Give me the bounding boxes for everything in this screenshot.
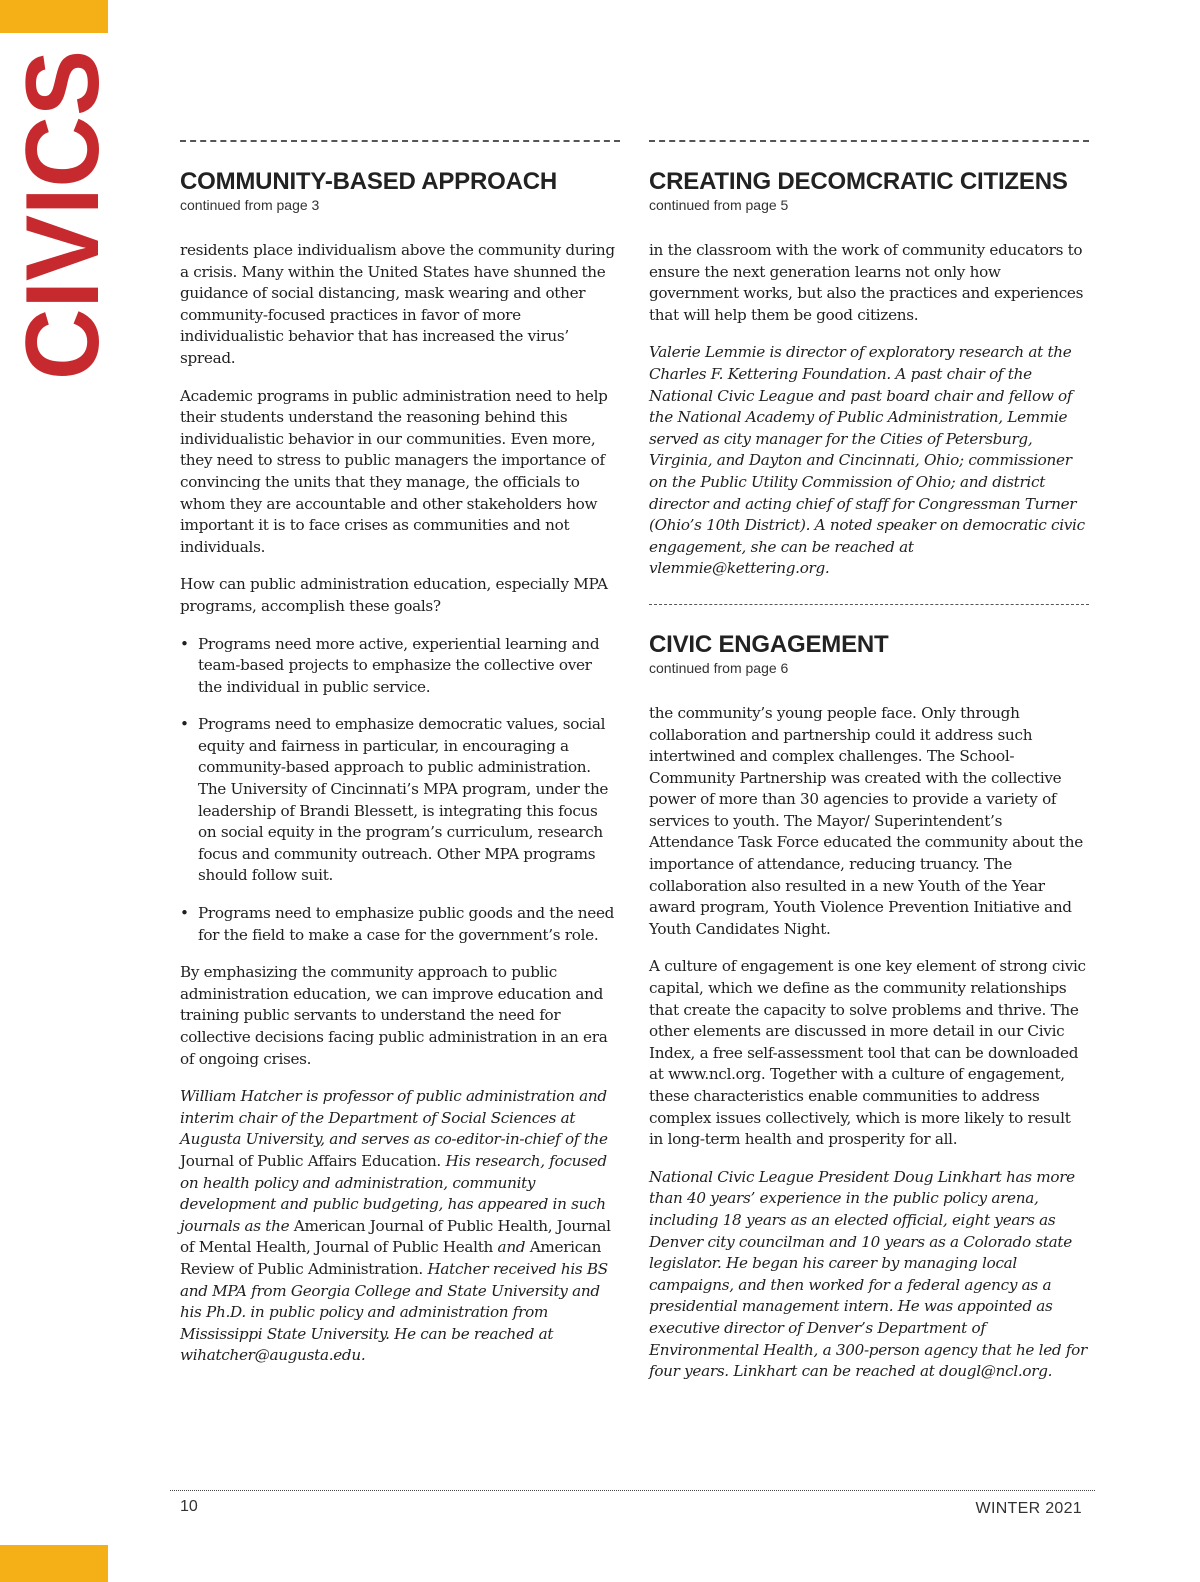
journal-title: American Review of Public Administration.	[180, 1238, 602, 1278]
bullet-icon: •	[180, 634, 189, 653]
section-label	[5, 33, 121, 385]
body-paragraph: Academic programs in public administration need to help their students understand the reasoning behind this individualistic behavior in our communities. Even more, they need to stress to public managers the importance of convincing the units that they manage, the officials to whom they are accountable and other stakeholders how important it is to face crises as communities and not individuals.	[180, 386, 608, 556]
footer-rule	[170, 1490, 1095, 1491]
bio-text: William Hatcher is professor of public administration and interim chair of the Department of Social Sciences at Augusta University, and serves as co-editor-in-chief of the	[180, 1087, 608, 1149]
section-divider	[649, 604, 1089, 605]
author-bio: National Civic League President Doug Linkhart has more than 40 years’ experience in the public policy arena, including 18 years as an elected official, eight years as Denver city councilman and 10 years as a Colorado state legislator. He began his career by managing local campaigns, and then worked for a federal agency as a presidential management intern. He was appointed as executive director of Denver’s Department of Environmental Health, a 300-person agency that he led for four years. Linkhart can be reached at dougl@ncl.org.	[649, 1167, 1087, 1381]
continued-note: continued from page 6	[649, 659, 789, 676]
body-paragraph: the community’s young people face. Only through collaboration and partnership could it address such intertwined and complex challenges. The School-Community Partnership was created with the collective power of more than 30 agencies to provide a variety of services to youth. The Mayor/ Superintendent’s Attendance Task Force educated the community about the importance of attendance, reducing truancy. The collaboration also resulted in a new Youth of the Year award program, Youth Violence Prevention Initiative and Youth Candidates Night.	[649, 703, 1083, 938]
bullet-list	[180, 634, 620, 947]
body-paragraph: A culture of engagement is one key element of strong civic capital, which we define as the community relationships that create the capacity to solve problems and thrive. The other elements are discussed in more detail in our Civic Index, a free self-assessment tool that can be downloaded at www.ncl.org. Together with a culture of engagement, these characteristics enable communities to address complex issues collectively, which is more likely to result in long-term health and prosperity for all.	[649, 957, 1086, 1149]
page-number: 10	[180, 1498, 198, 1515]
continued-note: continued from page 5	[649, 197, 789, 213]
list-item	[180, 903, 620, 946]
body-paragraph: in the classroom with the work of community educators to ensure the next generation learns not only how government works, but also the practices and experiences that will help them be good citizens.	[649, 241, 1084, 324]
section-title: CIVIC ENGAGEMENT	[649, 630, 889, 658]
bio-text: and	[493, 1238, 530, 1257]
section-title: CREATING DECOMCRATIC CITIZENS	[649, 168, 1068, 195]
body-paragraph: residents place individualism above the community during a crisis. Many within the United States have shunned the guidance of social distancing, mask wearing and other community-focused practices in favor of more individualistic behavior that has increased the virus’ spread.	[180, 241, 615, 367]
section-divider	[180, 140, 620, 142]
section-title: COMMUNITY-BASED APPROACH	[180, 168, 557, 195]
journal-title: American Journal of Public Health, Journal of Mental Health, Journal of Public Health	[180, 1216, 611, 1257]
bullet-icon: •	[180, 715, 189, 734]
list-item-text: Programs need to emphasize democratic values, social equity and fairness in particular, in encouraging a community-based approach to public administration. The University of Cincinnati’s MPA program, under the leadership of Brandi Blessett, is integrating this focus on social equity in the program’s curriculum, research focus and community outreach. Other MPA programs should follow suit.	[198, 715, 609, 885]
bio-text: His research, focused on health policy and administration, community development and public budgeting, has appeared in such journals as the	[180, 1151, 607, 1235]
section-label-text: CIVICS	[5, 33, 121, 380]
bullet-icon: •	[180, 904, 189, 923]
author-bio: Valerie Lemmie is director of exploratory research at the Charles F. Kettering Foundation. A past chair of the National Civic League and past board chair and fellow of the National Academy of Public Administration, Lemmie served as city manager for the Cities of Petersburg, Virginia, and Dayton and Cincinnati, Ohio; commissioner on the Public Utility Commission of Ohio; and district director and acting chief of staff for Congressman Turner (Ohio’s 10th District). A noted speaker on democratic civic engagement, she can be reached at vlemmie@kettering.org.	[649, 343, 1085, 578]
list-item	[180, 634, 620, 699]
author-bio	[180, 1086, 620, 1367]
list-item-text: Programs need to emphasize public goods and the need for the field to make a case for the government’s role.	[198, 904, 615, 944]
accent-tab-bottom	[0, 1545, 108, 1582]
list-item-text: Programs need more active, experiential learning and team-based projects to emphasize the collective over the individual in public service.	[198, 634, 600, 696]
list-item	[180, 714, 620, 887]
issue-label: WINTER 2021	[975, 1500, 1082, 1517]
bio-text: Hatcher received his BS and MPA from Georgia College and State University and his Ph.D. in public policy and administration from Mississippi State University. He can be reached at wihatcher@augusta.edu.	[180, 1259, 608, 1365]
body-paragraph: How can public administration education, especially MPA programs, accomplish these goals?	[180, 575, 608, 615]
continued-note: continued from page 3	[180, 197, 320, 213]
right-column	[649, 140, 1089, 1399]
accent-tab-top	[0, 0, 108, 33]
journal-title: Journal of Public Affairs Education.	[180, 1151, 441, 1170]
section-divider	[649, 140, 1089, 142]
closing-paragraph: By emphasizing the community approach to public administration education, we can improve education and training public servants to understand the need for collective decisions facing public administration in an era of ongoing crises.	[180, 963, 608, 1068]
left-column	[180, 140, 620, 1383]
